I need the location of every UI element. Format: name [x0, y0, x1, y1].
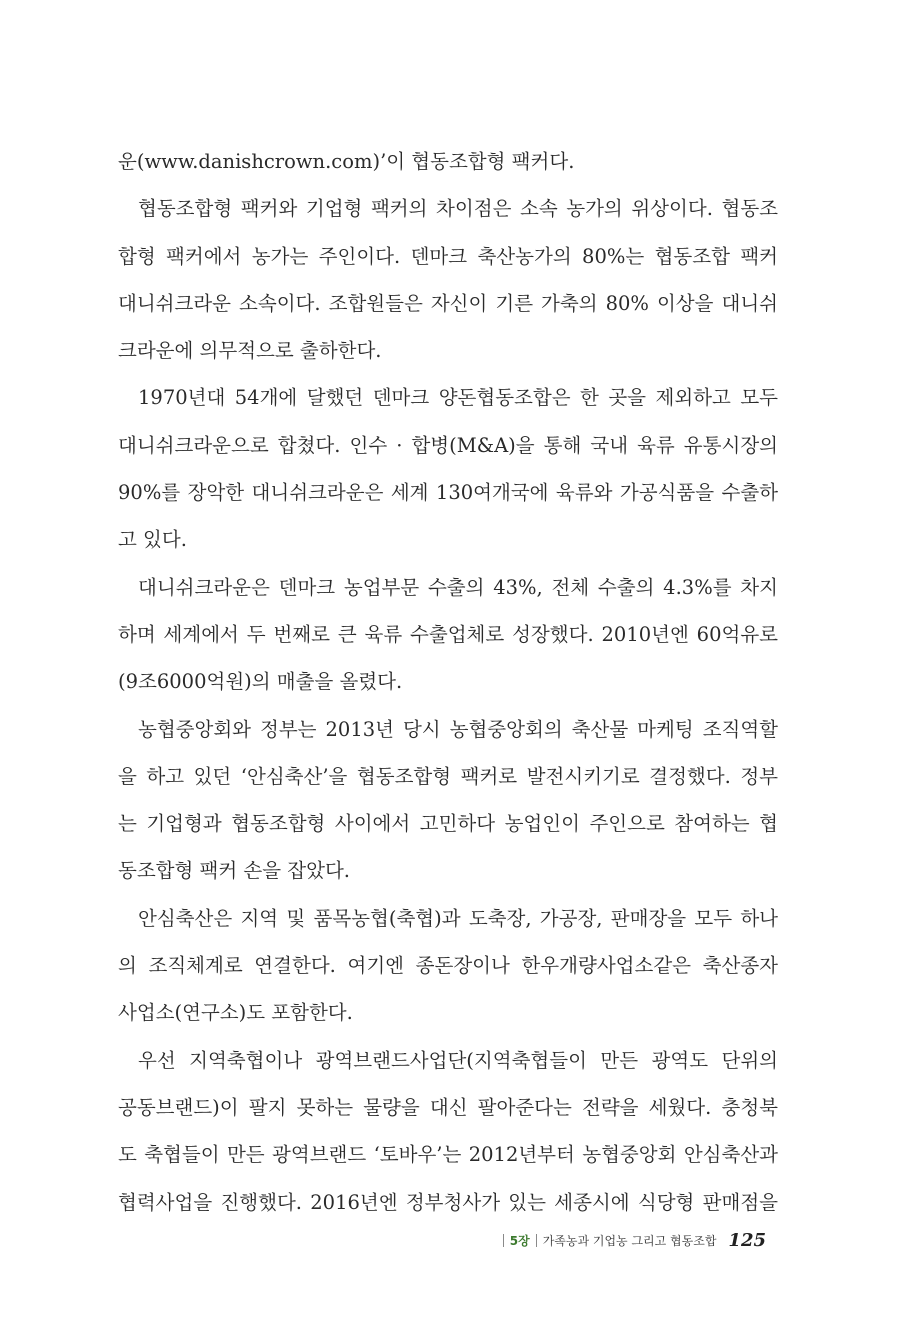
- text-line: 1970년대 54개에 달했던 덴마크 양돈협동조합은 한 곳을 제외하고 모두: [138, 386, 778, 410]
- text-line: 동조합형 팩커 손을 잡았다.: [118, 859, 351, 883]
- footer-divider: [503, 1234, 504, 1247]
- text-line: 우선 지역축협이나 광역브랜드사업단(지역축협들이 만든 광역도 단위의: [138, 1048, 778, 1072]
- text-line: 협력사업을 진행했다. 2016년엔 정부청사가 있는 세종시에 식당형 판매점을: [118, 1190, 778, 1214]
- text-line: 농협중앙회와 정부는 2013년 당시 농협중앙회의 축산물 마케팅 조직역할: [138, 717, 778, 741]
- chapter-label: 5장: [509, 1233, 530, 1248]
- text-line: 대니쉬크라운으로 합쳤다. 인수 · 합병(M&A)을 통해 국내 육류 유통시장의: [118, 433, 778, 457]
- text-line: 는 기업형과 협동조합형 사이에서 고민하다 농업인이 주인으로 참여하는 협: [118, 812, 778, 836]
- text-line: 사업소(연구소)도 포함한다.: [118, 1001, 353, 1025]
- body-text: [118, 138, 778, 1226]
- page-footer: [497, 1228, 766, 1252]
- chapter-title: 가족농과 기업농 그리고 협동조합: [542, 1233, 717, 1248]
- footer-divider: [536, 1234, 537, 1247]
- text-line: 협동조합형 팩커와 기업형 팩커의 차이점은 소속 농가의 위상이다. 협동조: [138, 197, 778, 221]
- text-line: 대니쉬크라운은 덴마크 농업부문 수출의 43%, 전체 수출의 4.3%를 차지: [138, 575, 778, 599]
- text-line: 크라운에 의무적으로 출하한다.: [118, 339, 382, 363]
- text-line: 을 하고 있던 ‘안심축산’을 협동조합형 팩커로 발전시키기로 결정했다. 정부: [118, 764, 778, 788]
- text-line: 90%를 장악한 대니쉬크라운은 세계 130여개국에 육류와 가공식품을 수출하: [118, 481, 778, 505]
- text-line: 고 있다.: [118, 528, 187, 552]
- text-line: 도 축협들이 만든 광역브랜드 ‘토바우’는 2012년부터 농협중앙회 안심축산과: [118, 1143, 778, 1167]
- text-line: 운(www.danishcrown.com)’이 협동조합형 팩커다.: [118, 150, 575, 173]
- text-line: 하며 세계에서 두 번째로 큰 육류 수출업체로 성장했다. 2010년엔 60억유로: [118, 622, 778, 646]
- text-line: (9조6000억원)의 매출을 올렸다.: [118, 670, 403, 694]
- text-line: 공동브랜드)이 팔지 못하는 물량을 대신 팔아준다는 전략을 세웠다. 충청북: [118, 1095, 778, 1119]
- text-line: 합형 팩커에서 농가는 주인이다. 덴마크 축산농가의 80%는 협동조합 팩커: [118, 244, 778, 268]
- text-line: 안심축산은 지역 및 품목농협(축협)과 도축장, 가공장, 판매장을 모두 하나: [138, 906, 778, 930]
- text-line: 대니쉬크라운 소속이다. 조합원들은 자신이 기른 가축의 80% 이상을 대니쉬: [118, 291, 778, 315]
- text-line: 의 조직체계로 연결한다. 여기엔 종돈장이나 한우개량사업소같은 축산종자: [118, 954, 778, 978]
- page-number: 125: [728, 1229, 766, 1251]
